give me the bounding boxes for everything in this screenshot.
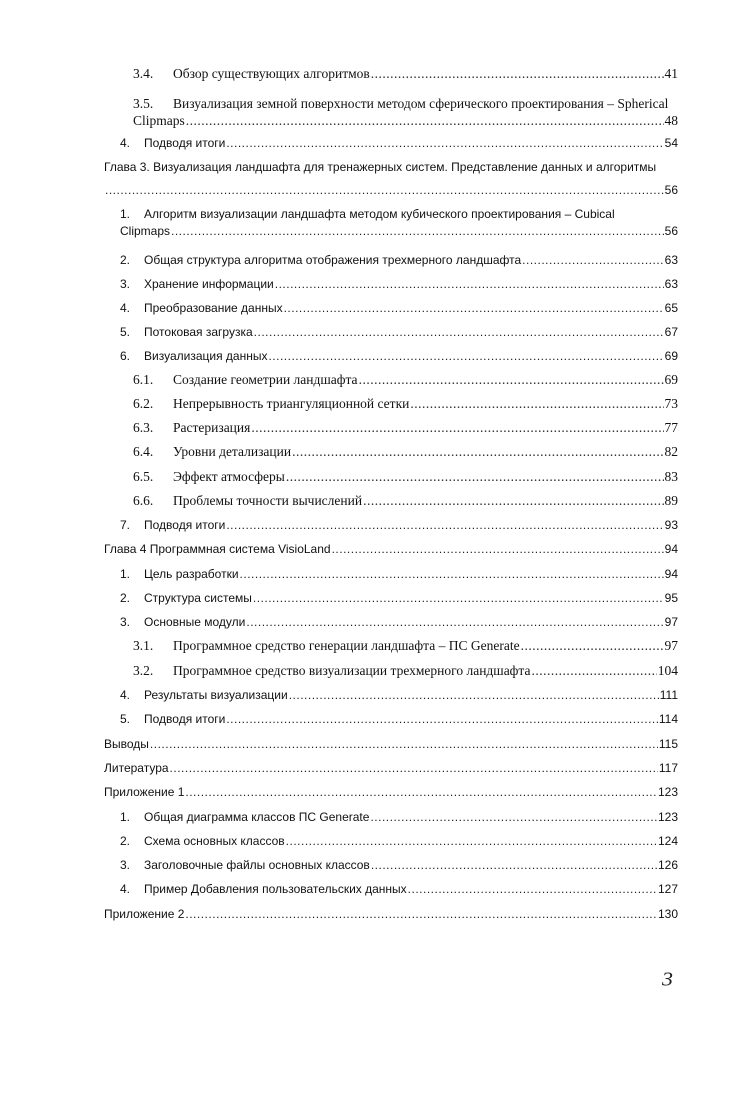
- dot-leader: [254, 324, 664, 340]
- toc-entry-title: Создание геометрии ландшафта: [173, 372, 358, 387]
- toc-entry-page: 54: [664, 136, 678, 150]
- dot-leader: [240, 566, 664, 582]
- toc-entry-page: 130: [657, 907, 678, 921]
- toc-entry-number: 2.: [120, 253, 131, 267]
- toc-entry[interactable]: [104, 493, 678, 509]
- dot-leader: [105, 182, 664, 198]
- dot-leader: [410, 396, 663, 412]
- toc-entry[interactable]: [104, 420, 678, 436]
- toc-entry-title: Алгоритм визуализации ландшафта методом кубического проектирования – Cubical: [144, 207, 615, 221]
- toc-entry-title: Цель разработки: [144, 567, 239, 581]
- toc-entry-title: Визуализация данных: [144, 349, 268, 363]
- toc-entry-number: 3.1.: [133, 638, 154, 653]
- toc-entry-page: 123: [657, 785, 678, 799]
- toc-entry-number: 3.4.: [133, 66, 154, 81]
- toc-entry-page: 67: [664, 325, 678, 339]
- toc-entry-number: 2.: [120, 591, 131, 605]
- toc-entry-number: 1.: [120, 810, 131, 824]
- toc-entry[interactable]: [104, 906, 678, 922]
- toc-entry-title: Растеризация: [173, 420, 251, 435]
- toc-entry-title-continuation: Clipmaps: [133, 113, 185, 128]
- toc-entry[interactable]: [104, 784, 678, 800]
- toc-entry-title: Общая диаграмма классов ПС Generate: [144, 810, 370, 824]
- toc-entry-title: Подводя итоги: [144, 518, 226, 532]
- toc-entry-title: Заголовочные файлы основных классов: [144, 858, 370, 872]
- toc-entry-number: 4.: [120, 688, 131, 702]
- dot-leader: [275, 276, 664, 292]
- toc-entry[interactable]: [104, 372, 678, 388]
- toc-entry[interactable]: [104, 206, 678, 239]
- toc-entry-number: 6.2.: [133, 396, 154, 411]
- toc-entry-number: 6.4.: [133, 444, 154, 459]
- toc-entry-title: Основные модули: [144, 615, 246, 629]
- dot-leader: [185, 784, 657, 800]
- toc-entry-title: Схема основных классов: [144, 834, 285, 848]
- dot-leader: [251, 420, 663, 436]
- toc-entry-page: 123: [657, 810, 678, 824]
- toc-entry-title-continuation: Clipmaps: [120, 224, 171, 238]
- toc-entry-page: 65: [664, 301, 678, 315]
- toc-entry-number: 3.: [120, 277, 131, 291]
- toc-entry-title: Структура системы: [144, 591, 252, 605]
- handwritten-page-number: 3: [662, 967, 673, 990]
- toc-entry-number: 6.5.: [133, 469, 154, 484]
- toc-entry-page: 69: [664, 349, 678, 363]
- dot-leader: [522, 252, 663, 268]
- dot-leader: [286, 833, 657, 849]
- toc-entry-title: Обзор существующих алгоритмов: [173, 66, 370, 81]
- toc-entry-page: 104: [657, 663, 678, 678]
- dot-leader: [371, 857, 657, 873]
- toc-entry[interactable]: [104, 881, 678, 897]
- toc-entry-page: 48: [664, 113, 678, 128]
- toc-entry[interactable]: [104, 566, 678, 582]
- toc-entry-page: 63: [664, 253, 678, 267]
- toc-entry[interactable]: [104, 252, 678, 268]
- toc-entry-number: 1.: [120, 567, 131, 581]
- toc-entry-title: Хранение информации: [144, 277, 274, 291]
- toc-entry-title: Результаты визуализации: [144, 688, 288, 702]
- toc-entry[interactable]: [104, 590, 678, 606]
- dot-leader: [286, 469, 664, 485]
- toc-entry-page: 93: [664, 518, 678, 532]
- toc-entry[interactable]: [104, 638, 678, 654]
- toc-entry-number: 3.: [120, 615, 131, 629]
- dot-leader: [246, 614, 663, 630]
- toc-entry-number: 5.: [120, 325, 131, 339]
- toc-entry[interactable]: [104, 159, 678, 198]
- dot-leader: [226, 135, 663, 151]
- dot-leader: [185, 906, 657, 922]
- toc-entry-page: 95: [664, 591, 678, 605]
- toc-entry[interactable]: [104, 348, 678, 364]
- toc-entry[interactable]: [104, 66, 678, 82]
- toc-entry[interactable]: [104, 809, 678, 825]
- toc-entry-page: 77: [664, 420, 678, 435]
- dot-leader: [521, 638, 664, 654]
- toc-entry-page: 56: [664, 224, 678, 238]
- dot-leader: [186, 113, 664, 129]
- toc-entry-number: 3.: [120, 858, 131, 872]
- toc-entry[interactable]: [104, 760, 678, 776]
- toc-entry-page: 126: [657, 858, 678, 872]
- toc-entry-number: 5.: [120, 712, 131, 726]
- toc-entry-page: 127: [657, 882, 678, 896]
- dot-leader: [170, 760, 658, 776]
- toc-entry-title: Общая структура алгоритма отображения трехмерного ландшафта: [144, 253, 522, 267]
- toc-entry-number: 6.1.: [133, 372, 154, 387]
- toc-entry-page: 94: [664, 567, 678, 581]
- dot-leader: [408, 881, 657, 897]
- toc-entry-title: Литература: [104, 761, 169, 775]
- toc-entry-number: 3.2.: [133, 663, 154, 678]
- toc-entry[interactable]: [104, 711, 678, 727]
- toc-entry-page: 97: [664, 615, 678, 629]
- toc-entry[interactable]: [104, 541, 678, 557]
- toc-entry[interactable]: [104, 300, 678, 316]
- toc-entry[interactable]: [104, 276, 678, 292]
- toc-entry-title: Пример Добавления пользовательских данных: [144, 882, 407, 896]
- toc-entry-title: Эффект атмосферы: [173, 469, 285, 484]
- toc-entry-page: 124: [657, 834, 678, 848]
- toc-entry-title: Визуализация земной поверхности методом сферического проектирования – Spherical: [173, 96, 669, 111]
- dot-leader: [253, 590, 664, 606]
- toc-entry[interactable]: [104, 833, 678, 849]
- toc-entry[interactable]: [104, 736, 678, 752]
- toc-entry-page: 111: [659, 688, 678, 702]
- toc-entry-page: 41: [664, 66, 678, 81]
- toc-entry[interactable]: [104, 324, 678, 340]
- dot-leader: [532, 663, 657, 679]
- toc-entry-number: 1.: [120, 207, 131, 221]
- dot-leader: [284, 300, 664, 316]
- toc-entry-page: 63: [664, 277, 678, 291]
- toc-entry-page: 82: [664, 444, 678, 459]
- toc-entry-title: Программное средство генерации ландшафта – ПС Generate: [173, 638, 520, 653]
- toc-entry-title: Потоковая загрузка: [144, 325, 253, 339]
- toc-entry-title: Подводя итоги: [144, 712, 226, 726]
- dot-leader: [289, 687, 659, 703]
- toc-entry-number: 7.: [120, 518, 131, 532]
- toc-entry[interactable]: [104, 857, 678, 873]
- toc-entry-title: Глава 4 Программная система VisioLand: [104, 542, 331, 556]
- dot-leader: [363, 493, 663, 509]
- dot-leader: [268, 348, 663, 364]
- dot-leader: [332, 541, 664, 557]
- toc-entry[interactable]: [104, 517, 678, 533]
- toc-entry-number: 4.: [120, 301, 131, 315]
- toc-entry-page: 56: [664, 183, 678, 197]
- toc-entry-title: Приложение 2: [104, 907, 185, 921]
- dot-leader: [371, 66, 664, 82]
- dot-leader: [226, 711, 658, 727]
- dot-leader: [171, 223, 664, 239]
- dot-leader: [292, 444, 663, 460]
- toc-entry-page: 83: [664, 469, 678, 484]
- toc-entry-title: Приложение 1: [104, 785, 185, 799]
- toc-entry-title: Глава 3. Визуализация ландшафта для тренажерных систем. Представление данных и алгоритмы: [104, 160, 657, 174]
- toc-entry-page: 69: [664, 372, 678, 387]
- toc-entry-number: 3.5.: [133, 96, 154, 111]
- dot-leader: [370, 809, 657, 825]
- toc-entry[interactable]: [104, 96, 678, 129]
- toc-entry-title: Преобразование данных: [144, 301, 283, 315]
- toc-entry-number: 6.3.: [133, 420, 154, 435]
- toc-entry[interactable]: [104, 663, 678, 679]
- toc-entry[interactable]: [104, 396, 678, 412]
- toc-entry-number: 6.6.: [133, 493, 154, 508]
- toc-entry-page: 114: [658, 712, 678, 726]
- toc-entry-number: 6.: [120, 349, 131, 363]
- toc-entry-title: Подводя итоги: [144, 136, 226, 150]
- toc-entry-number: 4.: [120, 882, 131, 896]
- toc-entry-title: Непрерывность триангуляционной сетки: [173, 396, 410, 411]
- toc-entry-page: 117: [658, 761, 678, 775]
- toc-entry-page: 115: [658, 737, 678, 751]
- toc-entry[interactable]: [104, 687, 678, 703]
- toc-entry-number: 4.: [120, 136, 131, 150]
- dot-leader: [150, 736, 658, 752]
- toc-entry-title: Уровни детализации: [173, 444, 292, 459]
- toc-entry[interactable]: [104, 135, 678, 151]
- dot-leader: [359, 372, 664, 388]
- toc-entry-title: Проблемы точности вычислений: [173, 493, 363, 508]
- toc-entry-page: 73: [664, 396, 678, 411]
- dot-leader: [226, 517, 663, 533]
- toc-entry-page: 94: [664, 542, 678, 556]
- toc-entry-number: 2.: [120, 834, 131, 848]
- toc-entry-title: Программное средство визуализации трехмерного ландшафта: [173, 663, 531, 678]
- toc-entry-title: Выводы: [104, 737, 149, 751]
- toc-entry[interactable]: [104, 614, 678, 630]
- toc-entry-page: 89: [664, 493, 678, 508]
- toc-entry[interactable]: [104, 469, 678, 485]
- toc-entry-page: 97: [664, 638, 678, 653]
- toc-entry[interactable]: [104, 444, 678, 460]
